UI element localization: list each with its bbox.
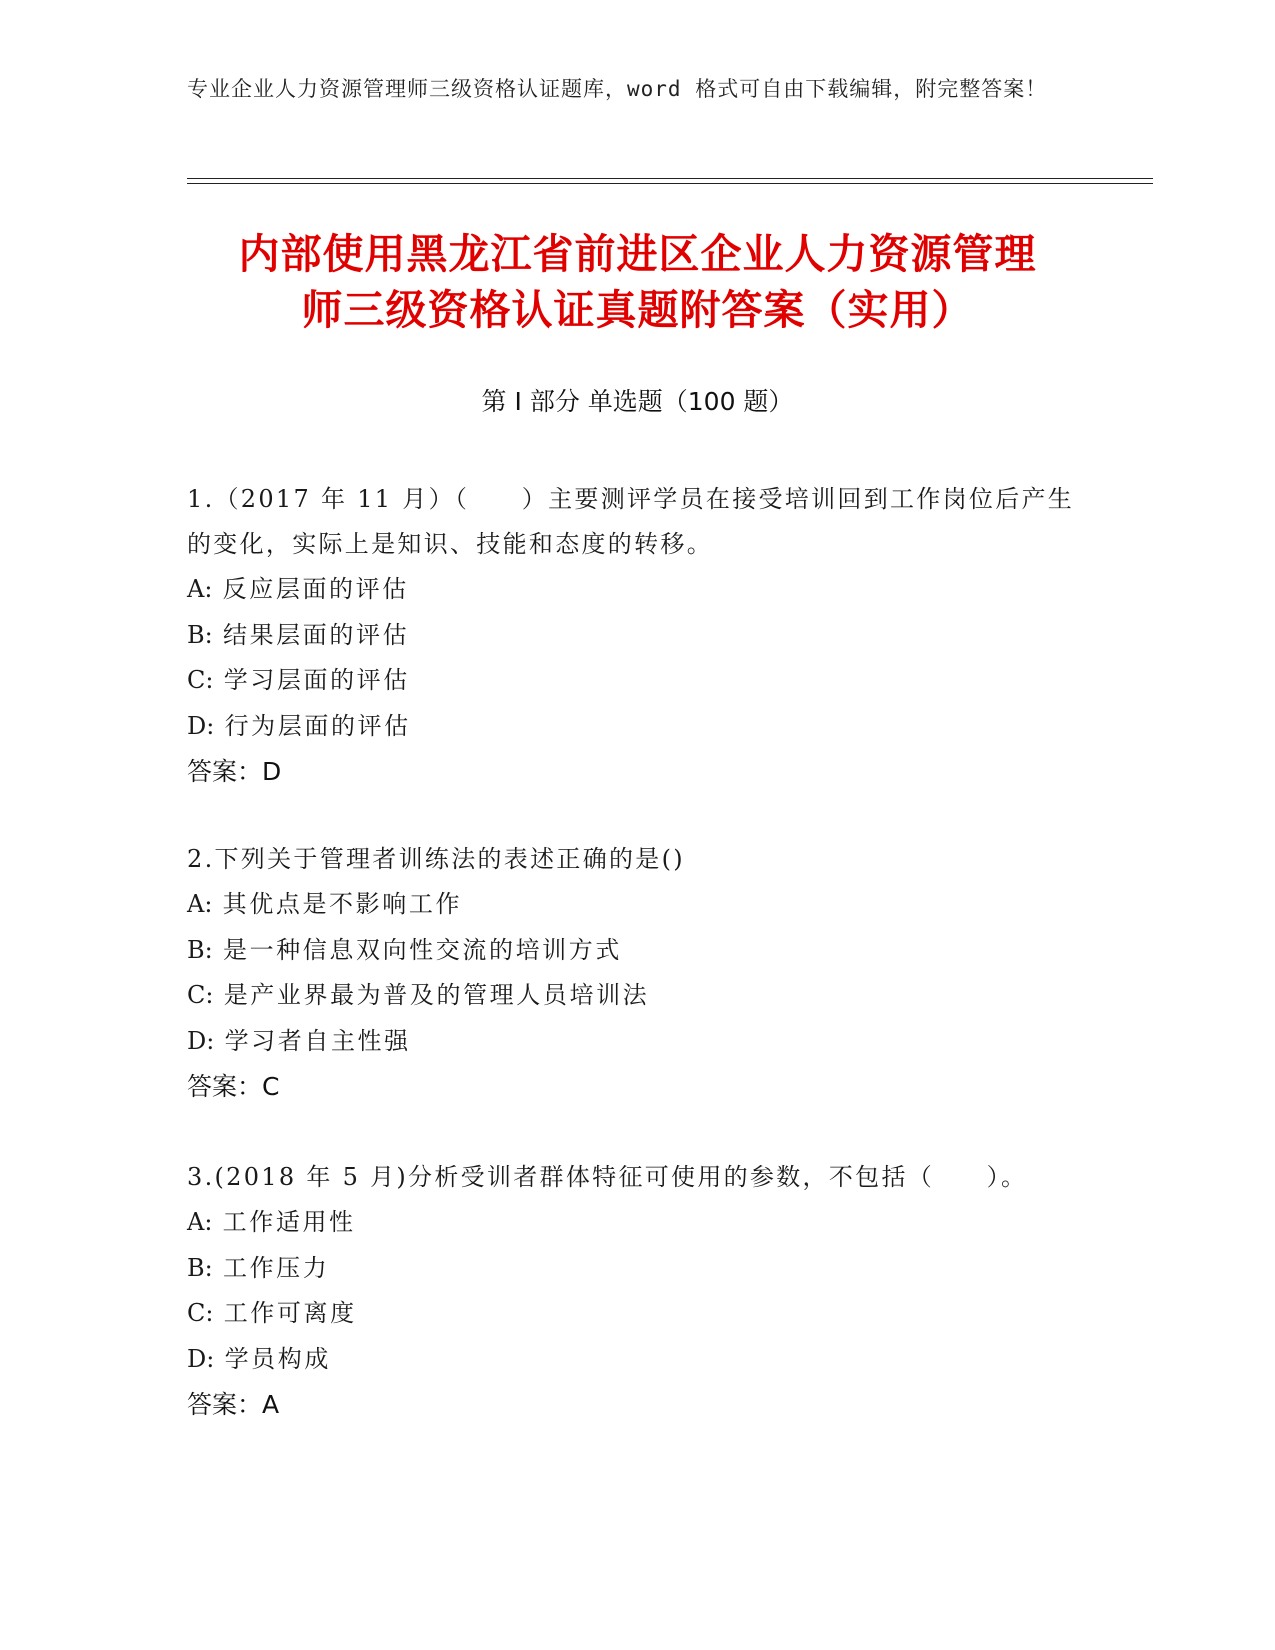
option-d	[187, 1337, 1087, 1383]
question-2	[187, 837, 1087, 1109]
option-letter: C:	[187, 1299, 214, 1327]
header-divider-bottom	[187, 183, 1153, 184]
option-a	[187, 567, 1087, 613]
option-letter: B:	[187, 620, 213, 649]
option-c	[187, 1291, 1087, 1337]
option-a	[187, 1200, 1087, 1246]
question-stem: 2.下列关于管理者训练法的表述正确的是()	[187, 845, 685, 873]
option-letter: A:	[187, 890, 213, 918]
header-note: 专业企业人力资源管理师三级资格认证题库，word 格式可自由下载编辑，附完整答案！	[187, 77, 1048, 101]
option-text: 结果层面的评估	[222, 620, 410, 649]
option-letter: A:	[187, 1208, 213, 1236]
option-b	[187, 928, 1087, 974]
question-1	[187, 477, 1087, 794]
option-letter: C:	[187, 981, 214, 1009]
option-text: 是一种信息双向性交流的培训方式	[222, 935, 622, 964]
option-text: 行为层面的评估	[224, 711, 411, 740]
header-divider-top	[187, 178, 1153, 179]
option-letter: B:	[187, 935, 213, 964]
question-3	[187, 1155, 1087, 1427]
option-text: 反应层面的评估	[222, 575, 409, 603]
option-letter: D:	[187, 1344, 215, 1373]
option-d	[187, 1019, 1087, 1065]
option-text: 是产业界最为普及的管理人员培训法	[223, 981, 650, 1009]
option-c	[187, 973, 1087, 1019]
option-text: 工作压力	[222, 1253, 330, 1282]
question-stem: 3.(2018 年 5 月)分析受训者群体特征可使用的参数，不包括（ ）。	[187, 1163, 1028, 1191]
document-title-line-2: 师三级资格认证真题附答案（实用）	[301, 286, 974, 334]
option-text: 学员构成	[224, 1344, 331, 1373]
option-d	[187, 704, 1087, 750]
document-title-line-1: 内部使用黑龙江省前进区企业人力资源管理	[238, 230, 1037, 278]
option-text: 学习者自主性强	[224, 1026, 411, 1055]
option-text: 其优点是不影响工作	[222, 890, 463, 918]
option-letter: B:	[187, 1253, 213, 1282]
option-b	[187, 1246, 1087, 1292]
option-letter: C:	[187, 666, 214, 694]
answer: 答案：C	[187, 1072, 280, 1101]
option-b	[187, 613, 1087, 659]
section-heading: 第 I 部分 单选题（100 题）	[481, 387, 794, 416]
document-title	[150, 226, 1125, 338]
answer: 答案：D	[187, 757, 282, 786]
option-letter: D:	[187, 1026, 215, 1055]
option-text: 工作适用性	[222, 1208, 356, 1236]
option-a	[187, 882, 1087, 928]
option-letter: A:	[187, 575, 213, 603]
answer: 答案：A	[187, 1390, 280, 1419]
question-stem: 1.（2017 年 11 月）（ ）主要测评学员在接受培训回到工作岗位后产生的变化，实际上是知识、技能和态度的转移。	[187, 485, 1075, 558]
option-text: 工作可离度	[223, 1299, 357, 1327]
option-letter: D:	[187, 711, 215, 740]
option-text: 学习层面的评估	[223, 666, 410, 694]
option-c	[187, 658, 1087, 704]
